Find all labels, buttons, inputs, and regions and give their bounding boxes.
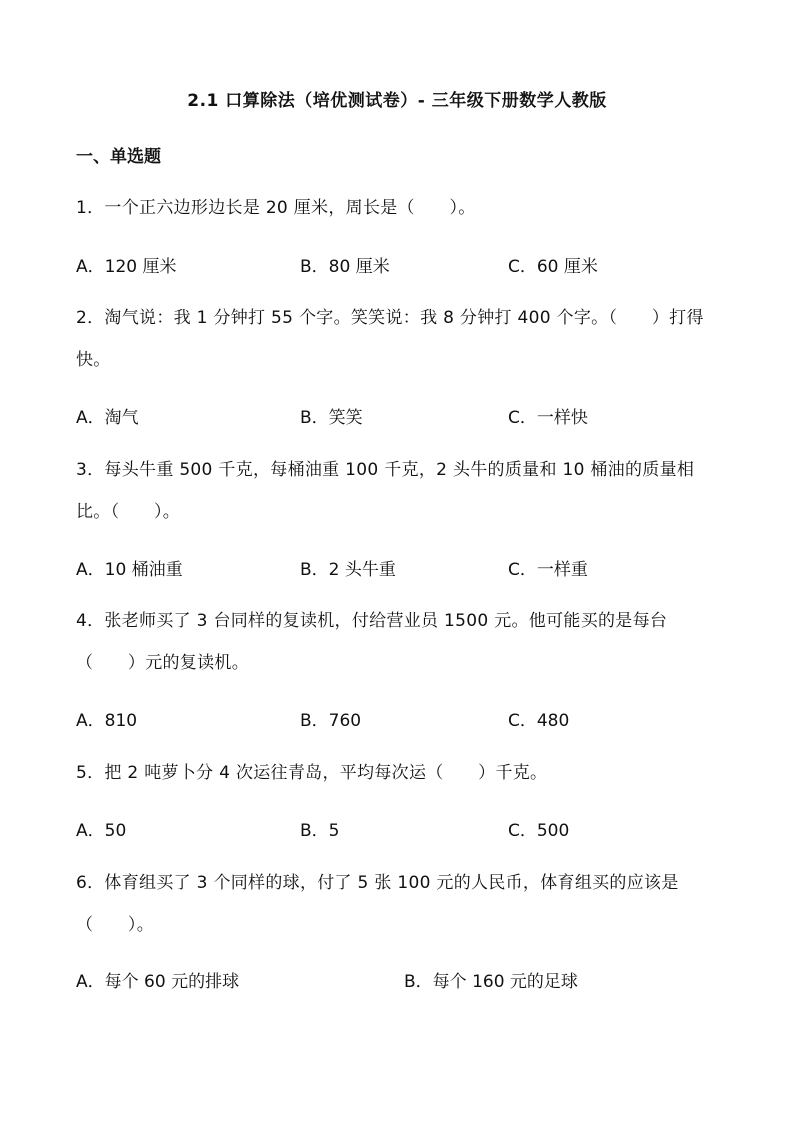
- q2-option-b[interactable]: B．笑笑: [300, 408, 363, 428]
- q6-option-a[interactable]: A．每个 60 元的排球: [76, 972, 240, 992]
- q1-option-c[interactable]: C．60 厘米: [508, 257, 598, 277]
- q1-option-b[interactable]: B．80 厘米: [300, 257, 390, 277]
- q3-option-b[interactable]: B．2 头牛重: [300, 560, 396, 580]
- q4-option-b[interactable]: B．760: [300, 711, 362, 731]
- question-4: 4．张老师买了 3 台同样的复读机，付给营业员 1500 元。他可能买的是每台（ ）元的复读机。: [76, 611, 668, 673]
- q5-option-b[interactable]: B．5: [300, 821, 340, 841]
- question-2: 2．淘气说：我 1 分钟打 55 个字。笑笑说：我 8 分钟打 400 个字。（ ）打得快。: [76, 308, 704, 370]
- question-6: 6．体育组买了 3 个同样的球，付了 5 张 100 元的人民币，体育组买的应该是（ ）。: [76, 873, 679, 935]
- q4-option-a[interactable]: A．810: [76, 711, 138, 731]
- q5-option-c[interactable]: C．500: [508, 821, 570, 841]
- q3-option-a[interactable]: A．10 桶油重: [76, 560, 183, 580]
- q5-option-a[interactable]: A．50: [76, 821, 127, 841]
- q3-option-c[interactable]: C．一样重: [508, 560, 588, 580]
- question-3: 3．每头牛重 500 千克，每桶油重 100 千克，2 头牛的质量和 10 桶油的质量相比。（ ）。: [76, 460, 695, 522]
- q2-option-a[interactable]: A．淘气: [76, 408, 139, 428]
- q6-option-b[interactable]: B．每个 160 元的足球: [404, 972, 578, 992]
- q1-option-a[interactable]: A．120 厘米: [76, 257, 177, 277]
- section-heading: 一、单选题: [76, 147, 161, 167]
- question-1: 1．一个正六边形边长是 20 厘米，周长是（ ）。: [76, 198, 476, 218]
- q2-option-c[interactable]: C．一样快: [508, 408, 588, 428]
- question-5: 5．把 2 吨萝卜分 4 次运往青岛，平均每次运（ ）千克。: [76, 763, 548, 783]
- page-title: 2.1 口算除法（培优测试卷）- 三年级下册数学人教版: [187, 91, 607, 111]
- q4-option-c[interactable]: C．480: [508, 711, 570, 731]
